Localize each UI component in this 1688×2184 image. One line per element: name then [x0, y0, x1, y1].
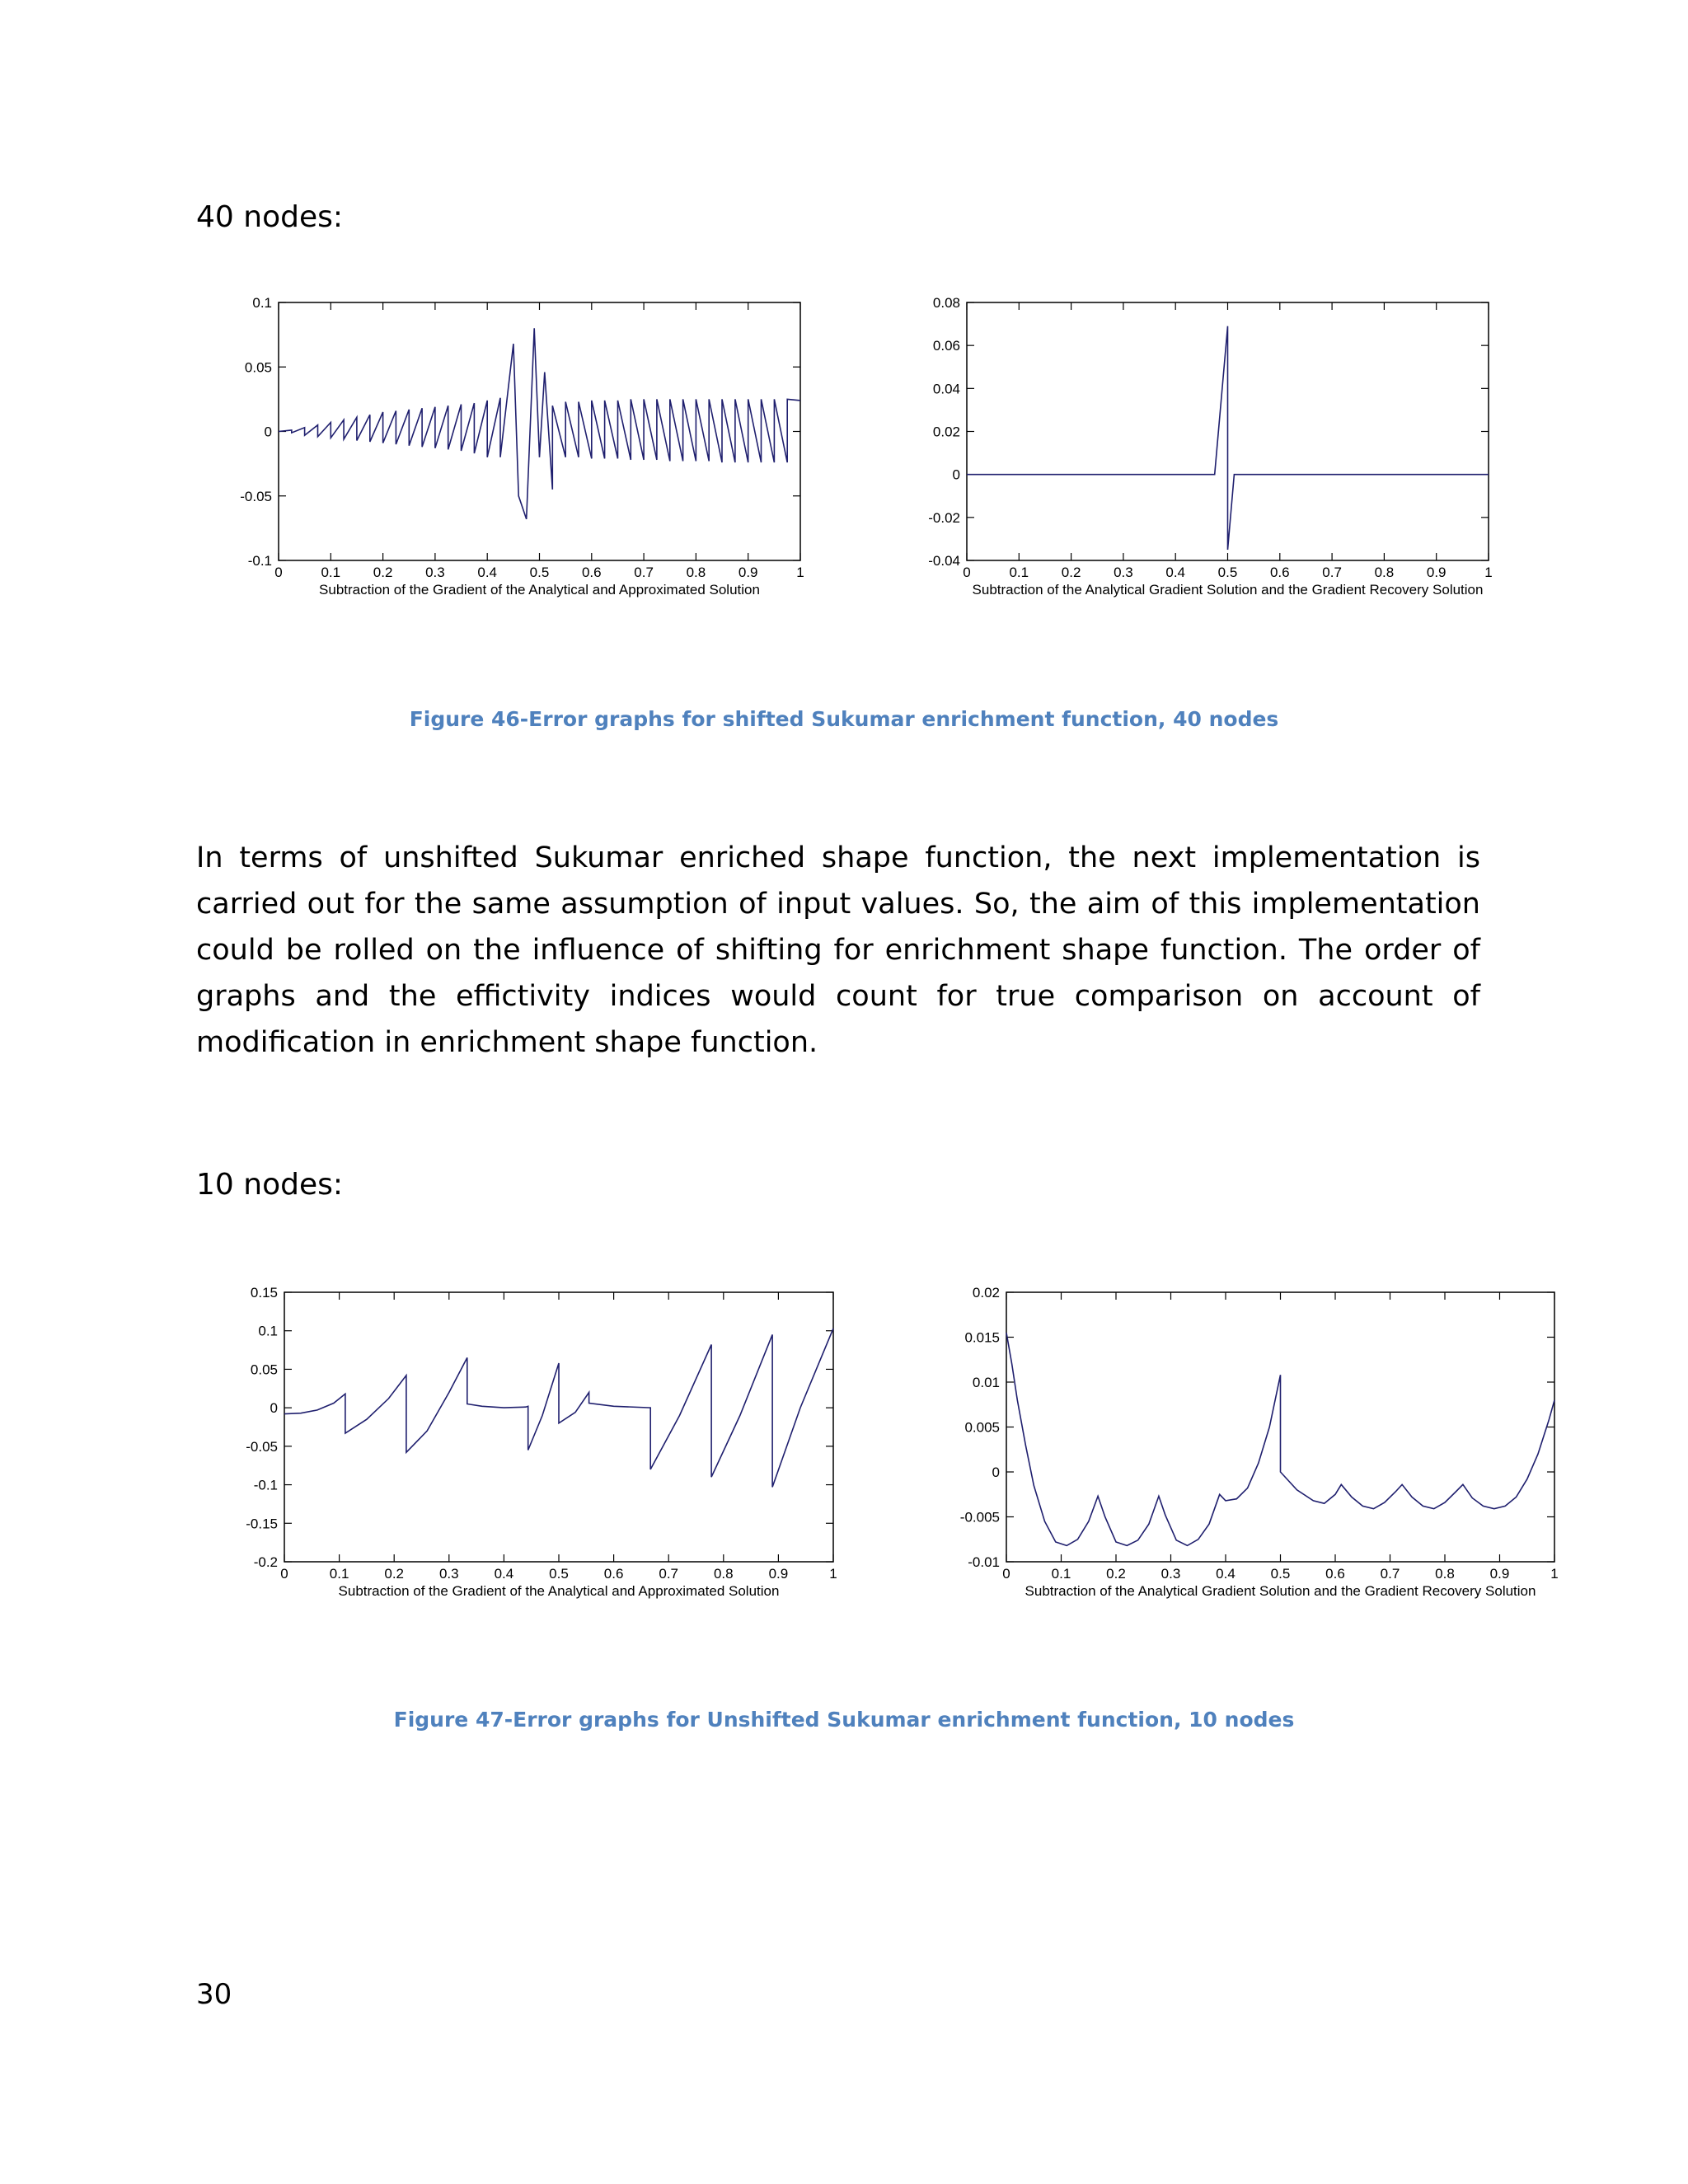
- x-tick-label: 0.2: [1061, 565, 1081, 580]
- x-tick-label: 1: [796, 565, 804, 580]
- y-tick-label: 0: [270, 1400, 278, 1417]
- figure-47-caption: Figure 47-Error graphs for Unshifted Sukumar enrichment function, 10 nodes: [393, 1708, 1295, 1732]
- y-tick-label: -0.15: [246, 1516, 278, 1532]
- y-tick-label: 0.1: [258, 1323, 278, 1339]
- x-tick-label: 0: [280, 1566, 288, 1582]
- y-tick-label: 0.08: [932, 295, 960, 311]
- x-axis-label: Subtraction of the Analytical Gradient Solution and the Gradient Recovery Solution: [972, 582, 1484, 598]
- y-tick-label: 0.01: [972, 1375, 1000, 1390]
- x-tick-label: 0.3: [425, 565, 445, 580]
- x-tick-label: 0.4: [494, 1566, 514, 1582]
- x-tick-label: 0.5: [1270, 1566, 1291, 1582]
- page-number: 30: [196, 1978, 232, 2011]
- y-tick-label: 0.06: [932, 338, 960, 354]
- x-tick-label: 0.7: [659, 1566, 679, 1582]
- x-tick-label: 0.3: [1160, 1566, 1181, 1582]
- x-tick-label: 0: [963, 565, 971, 580]
- x-tick-label: 1: [1484, 565, 1493, 580]
- x-tick-label: 0.7: [634, 565, 654, 580]
- y-tick-label: 0.02: [972, 1285, 1000, 1301]
- x-tick-label: 0.9: [1426, 565, 1447, 580]
- x-tick-label: 0.4: [477, 565, 498, 580]
- x-tick-label: 1: [1550, 1566, 1559, 1582]
- y-tick-label: 0.005: [964, 1419, 1000, 1436]
- x-tick-label: 0.7: [1322, 565, 1342, 580]
- x-tick-label: 0.2: [1106, 1566, 1126, 1582]
- x-tick-label: 0.1: [1009, 565, 1029, 580]
- x-tick-label: 0.5: [1217, 565, 1238, 580]
- y-tick-label: -0.02: [928, 509, 960, 526]
- x-tick-label: 0.8: [713, 1566, 734, 1582]
- x-tick-label: 0.6: [581, 565, 602, 580]
- y-tick-label: -0.05: [240, 488, 272, 504]
- x-tick-label: 0.9: [1489, 1566, 1510, 1582]
- y-tick-label: 0: [264, 424, 272, 440]
- y-tick-label: 0.15: [250, 1285, 278, 1301]
- x-tick-label: 0.9: [738, 565, 758, 580]
- x-tick-label: 0: [274, 565, 283, 580]
- x-tick-label: 0.7: [1380, 1566, 1400, 1582]
- x-tick-label: 0.4: [1165, 565, 1186, 580]
- x-tick-label: 0.2: [384, 1566, 405, 1582]
- x-tick-label: 0.4: [1216, 1566, 1236, 1582]
- x-tick-label: 0.1: [321, 565, 341, 580]
- y-tick-label: 0.04: [932, 381, 960, 397]
- x-axis-label: Subtraction of the Gradient of the Analytical and Approximated Solution: [338, 1583, 780, 1599]
- x-tick-label: 1: [829, 1566, 837, 1582]
- x-tick-label: 0.3: [1114, 565, 1133, 580]
- x-tick-label: 0.6: [1325, 1566, 1345, 1582]
- y-tick-label: 0.05: [244, 359, 272, 376]
- y-tick-label: -0.1: [247, 553, 272, 569]
- figure-46-caption: Figure 46-Error graphs for shifted Sukumar enrichment function, 40 nodes: [409, 707, 1279, 731]
- x-axis-label: Subtraction of the Gradient of the Analytical and Approximated Solution: [319, 582, 760, 598]
- x-tick-label: 0.8: [1374, 565, 1395, 580]
- x-tick-label: 0.8: [686, 565, 706, 580]
- x-tick-label: 0.5: [549, 1566, 569, 1582]
- y-tick-label: 0: [952, 466, 960, 483]
- x-tick-label: 0.1: [1051, 1566, 1071, 1582]
- x-tick-label: 0.8: [1435, 1566, 1455, 1582]
- y-tick-label: -0.2: [253, 1554, 278, 1570]
- y-tick-label: 0.02: [932, 424, 960, 440]
- x-tick-label: 0.6: [603, 1566, 624, 1582]
- x-tick-label: 0.9: [768, 1566, 789, 1582]
- y-tick-label: -0.1: [253, 1477, 278, 1493]
- y-tick-label: -0.005: [959, 1509, 1000, 1526]
- y-tick-label: 0.05: [250, 1361, 278, 1378]
- x-tick-label: 0.6: [1269, 565, 1290, 580]
- y-tick-label: -0.01: [968, 1554, 1000, 1570]
- x-tick-label: 0: [1002, 1566, 1010, 1582]
- x-tick-label: 0.3: [438, 1566, 459, 1582]
- y-tick-label: -0.04: [928, 553, 960, 569]
- section-heading-40-nodes: 40 nodes:: [196, 200, 343, 234]
- x-tick-label: 0.2: [373, 565, 393, 580]
- y-tick-label: 0.015: [964, 1329, 1000, 1346]
- x-axis-label: Subtraction of the Analytical Gradient Solution and the Gradient Recovery Solution: [1025, 1583, 1536, 1599]
- body-paragraph: In terms of unshifted Sukumar enriched shape function, the next implementation is carried out for the same assumption of input values. So, the aim of this implementation could be rolled on the influence of shifting for enrichment shape function. The order of graphs and the effictivity indices would count for true comparison on account of modification in enrichment shape function.: [196, 841, 1480, 1059]
- x-tick-label: 0.1: [329, 1566, 349, 1582]
- y-tick-label: -0.05: [246, 1438, 278, 1455]
- y-tick-label: 0: [992, 1465, 1000, 1480]
- x-tick-label: 0.5: [529, 565, 550, 580]
- section-heading-10-nodes: 10 nodes:: [196, 1168, 343, 1202]
- y-tick-label: 0.1: [252, 295, 272, 311]
